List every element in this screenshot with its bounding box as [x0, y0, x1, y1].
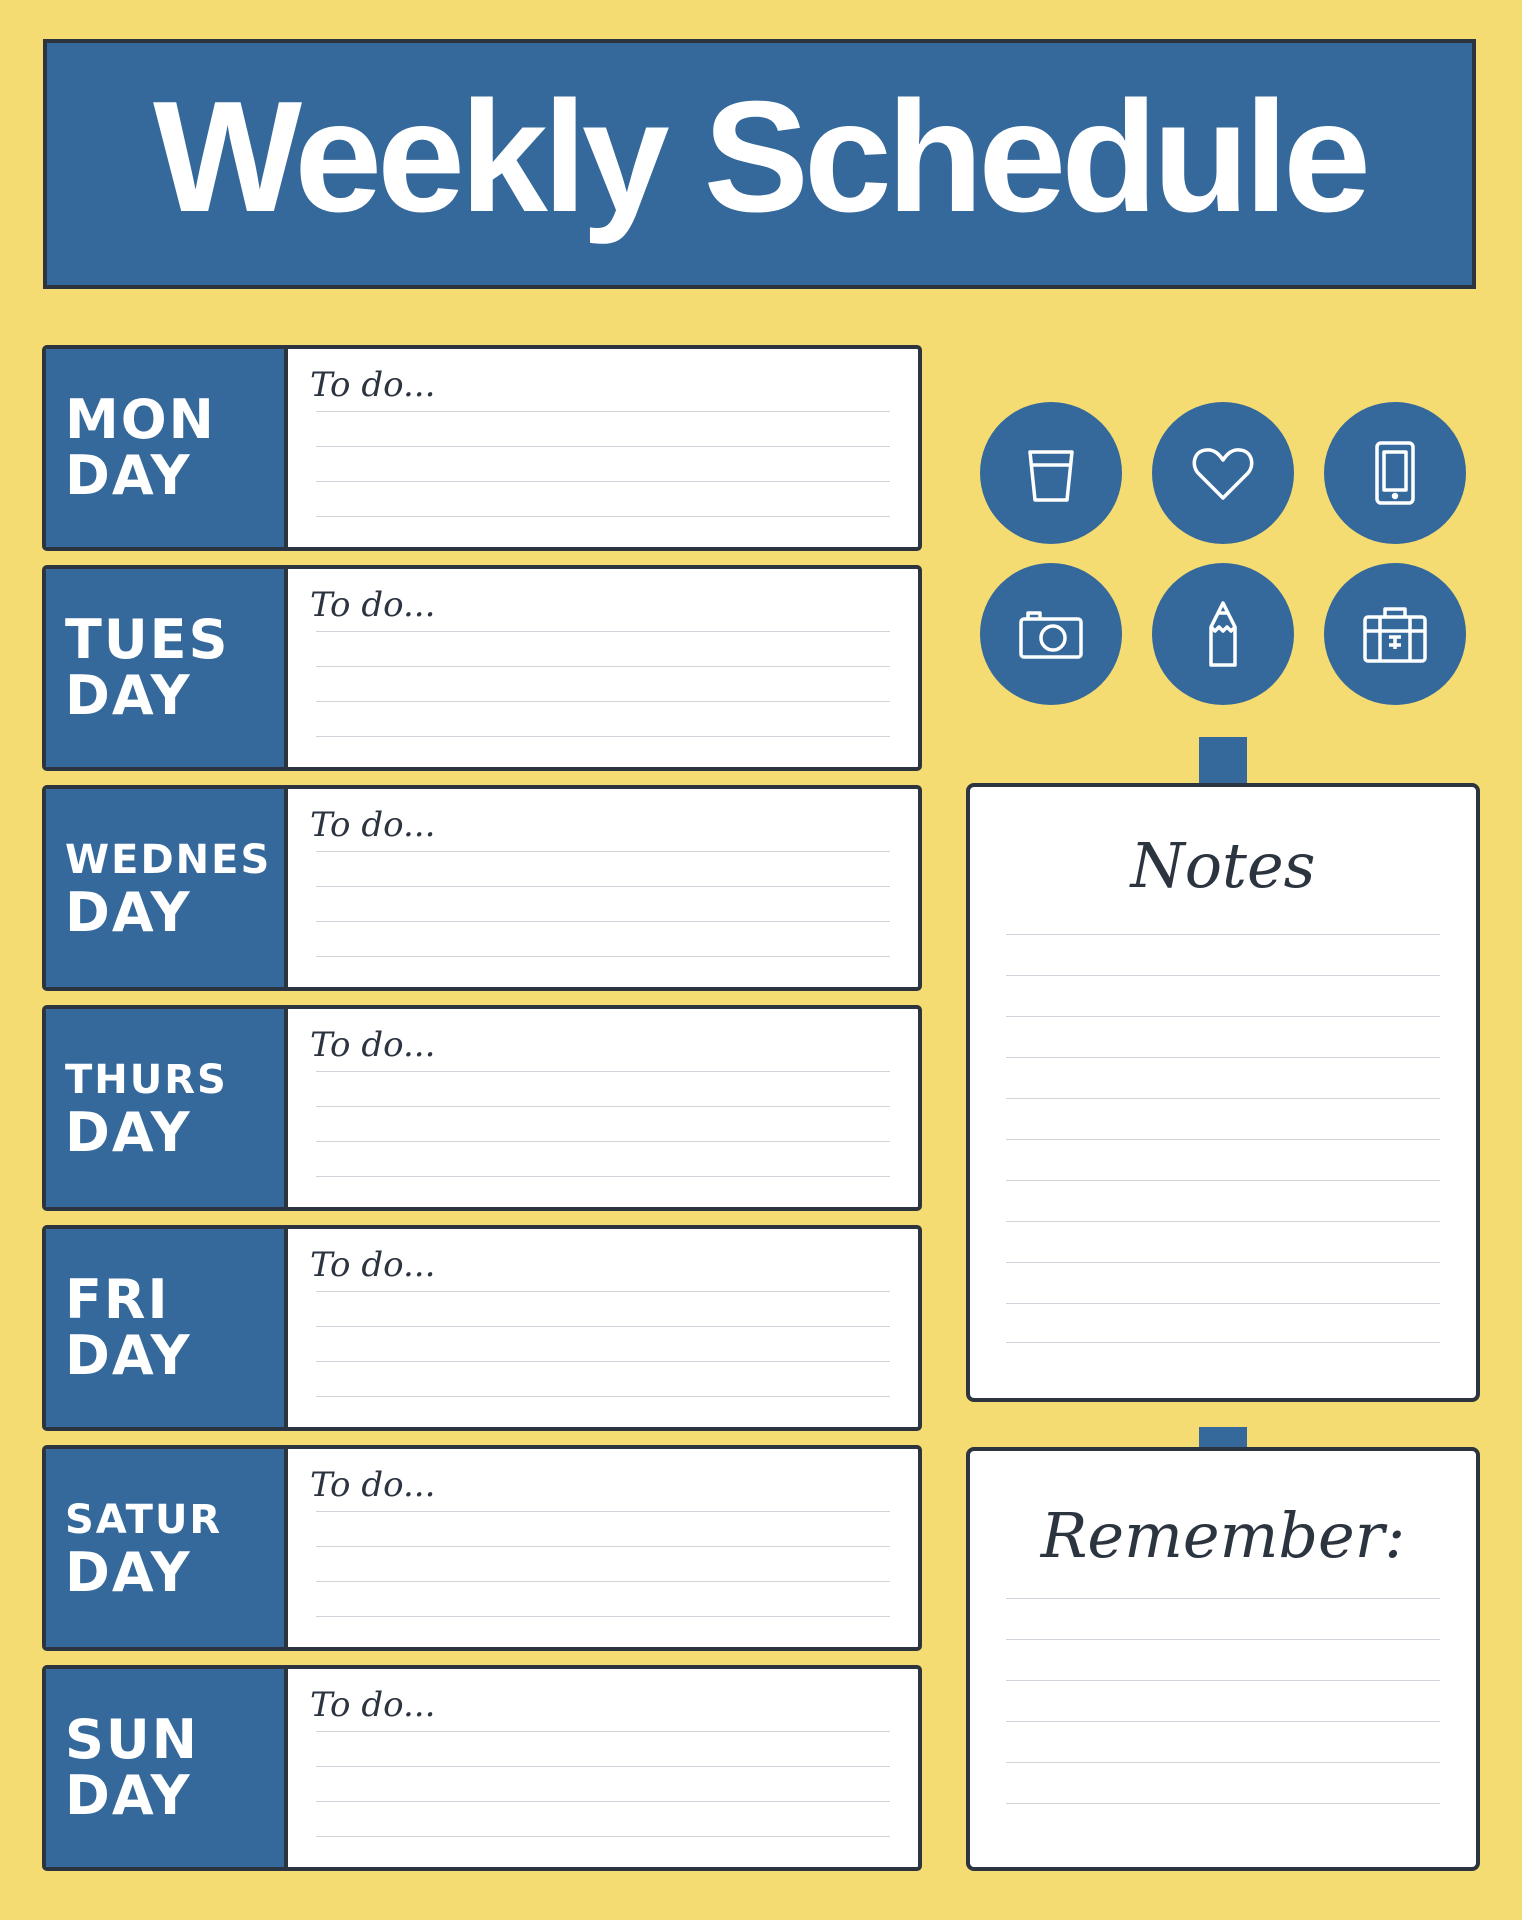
notes-card[interactable] — [966, 783, 1480, 1402]
writing-line — [1006, 1303, 1440, 1304]
tablet-icon-circle — [1324, 402, 1466, 544]
camera-icon — [1016, 599, 1086, 669]
day-row-sunday — [42, 1665, 922, 1871]
writing-line — [316, 516, 890, 517]
day-label — [46, 1669, 288, 1867]
cup-icon — [1016, 438, 1086, 508]
writing-line — [316, 956, 890, 957]
writing-line — [1006, 1098, 1440, 1099]
day-name: WEDNES — [65, 837, 272, 883]
writing-line — [316, 446, 890, 447]
day-label — [46, 789, 288, 987]
remember-card[interactable] — [966, 1447, 1480, 1871]
day-row-tuesday — [42, 565, 922, 771]
briefcase-icon — [1360, 599, 1430, 669]
day-suffix: DAY — [65, 1324, 192, 1387]
writing-line — [1006, 1803, 1440, 1804]
writing-line — [316, 1546, 890, 1547]
day-name: THURS — [65, 1057, 228, 1103]
todo-label: To do... — [310, 805, 436, 845]
writing-line — [1006, 1262, 1440, 1263]
heart-icon-circle — [1152, 402, 1294, 544]
writing-line — [1006, 1016, 1440, 1017]
todo-label: To do... — [310, 585, 436, 625]
day-label — [46, 1009, 288, 1207]
writing-line — [316, 1801, 890, 1802]
notes-title: Notes — [1130, 829, 1316, 902]
day-name: FRI — [65, 1268, 170, 1331]
todo-area[interactable] — [288, 569, 918, 767]
writing-line — [1006, 1680, 1440, 1681]
writing-line — [316, 1071, 890, 1072]
writing-line — [1006, 1598, 1440, 1599]
day-suffix: DAY — [65, 881, 192, 944]
writing-line — [316, 851, 890, 852]
day-row-thursday — [42, 1005, 922, 1211]
writing-line — [1006, 934, 1440, 935]
writing-line — [316, 1106, 890, 1107]
writing-line — [1006, 1342, 1440, 1343]
day-row-monday — [42, 345, 922, 551]
writing-line — [316, 1581, 890, 1582]
writing-line — [316, 1766, 890, 1767]
writing-line — [316, 1326, 890, 1327]
todo-area[interactable] — [288, 1669, 918, 1867]
todo-label: To do... — [310, 1025, 436, 1065]
todo-label: To do... — [310, 1465, 436, 1505]
pencil-icon-circle — [1152, 563, 1294, 705]
day-name: TUES — [65, 608, 230, 671]
writing-line — [316, 631, 890, 632]
writing-line — [1006, 975, 1440, 976]
day-suffix: DAY — [65, 1101, 192, 1164]
writing-line — [1006, 1057, 1440, 1058]
todo-area[interactable] — [288, 789, 918, 987]
day-row-saturday — [42, 1445, 922, 1651]
writing-line — [316, 1616, 890, 1617]
writing-line — [1006, 1221, 1440, 1222]
day-suffix: DAY — [65, 664, 192, 727]
writing-line — [316, 1361, 890, 1362]
briefcase-icon-circle — [1324, 563, 1466, 705]
todo-label: To do... — [310, 1245, 436, 1285]
writing-line — [316, 481, 890, 482]
todo-label: To do... — [310, 1685, 436, 1725]
writing-line — [316, 1836, 890, 1837]
writing-line — [316, 921, 890, 922]
page-title: Weekly Schedule — [153, 69, 1366, 245]
writing-line — [1006, 1139, 1440, 1140]
writing-line — [1006, 1762, 1440, 1763]
day-label — [46, 1449, 288, 1647]
day-name: MON — [65, 388, 216, 451]
cup-icon-circle — [980, 402, 1122, 544]
day-suffix: DAY — [65, 444, 192, 507]
writing-line — [316, 886, 890, 887]
writing-line — [316, 1141, 890, 1142]
writing-line — [316, 1511, 890, 1512]
todo-area[interactable] — [288, 1009, 918, 1207]
day-row-wednesday — [42, 785, 922, 991]
day-name: SATUR — [65, 1497, 223, 1543]
writing-line — [316, 1731, 890, 1732]
writing-line — [1006, 1721, 1440, 1722]
camera-icon-circle — [980, 563, 1122, 705]
day-label — [46, 569, 288, 767]
day-label — [46, 349, 288, 547]
day-label — [46, 1229, 288, 1427]
day-row-friday — [42, 1225, 922, 1431]
writing-line — [316, 1176, 890, 1177]
writing-line — [316, 736, 890, 737]
todo-area[interactable] — [288, 1229, 918, 1427]
title-banner — [43, 39, 1476, 289]
remember-title: Remember: — [1040, 1499, 1406, 1572]
tablet-icon — [1360, 438, 1430, 508]
pencil-icon — [1188, 599, 1258, 669]
day-suffix: DAY — [65, 1541, 192, 1604]
day-suffix: DAY — [65, 1764, 192, 1827]
writing-line — [1006, 1180, 1440, 1181]
writing-line — [316, 1396, 890, 1397]
todo-area[interactable] — [288, 349, 918, 547]
day-name: SUN — [65, 1708, 199, 1771]
writing-line — [316, 701, 890, 702]
writing-line — [316, 666, 890, 667]
todo-area[interactable] — [288, 1449, 918, 1647]
writing-line — [316, 411, 890, 412]
writing-line — [316, 1291, 890, 1292]
todo-label: To do... — [310, 365, 436, 405]
heart-icon — [1188, 438, 1258, 508]
writing-line — [1006, 1639, 1440, 1640]
